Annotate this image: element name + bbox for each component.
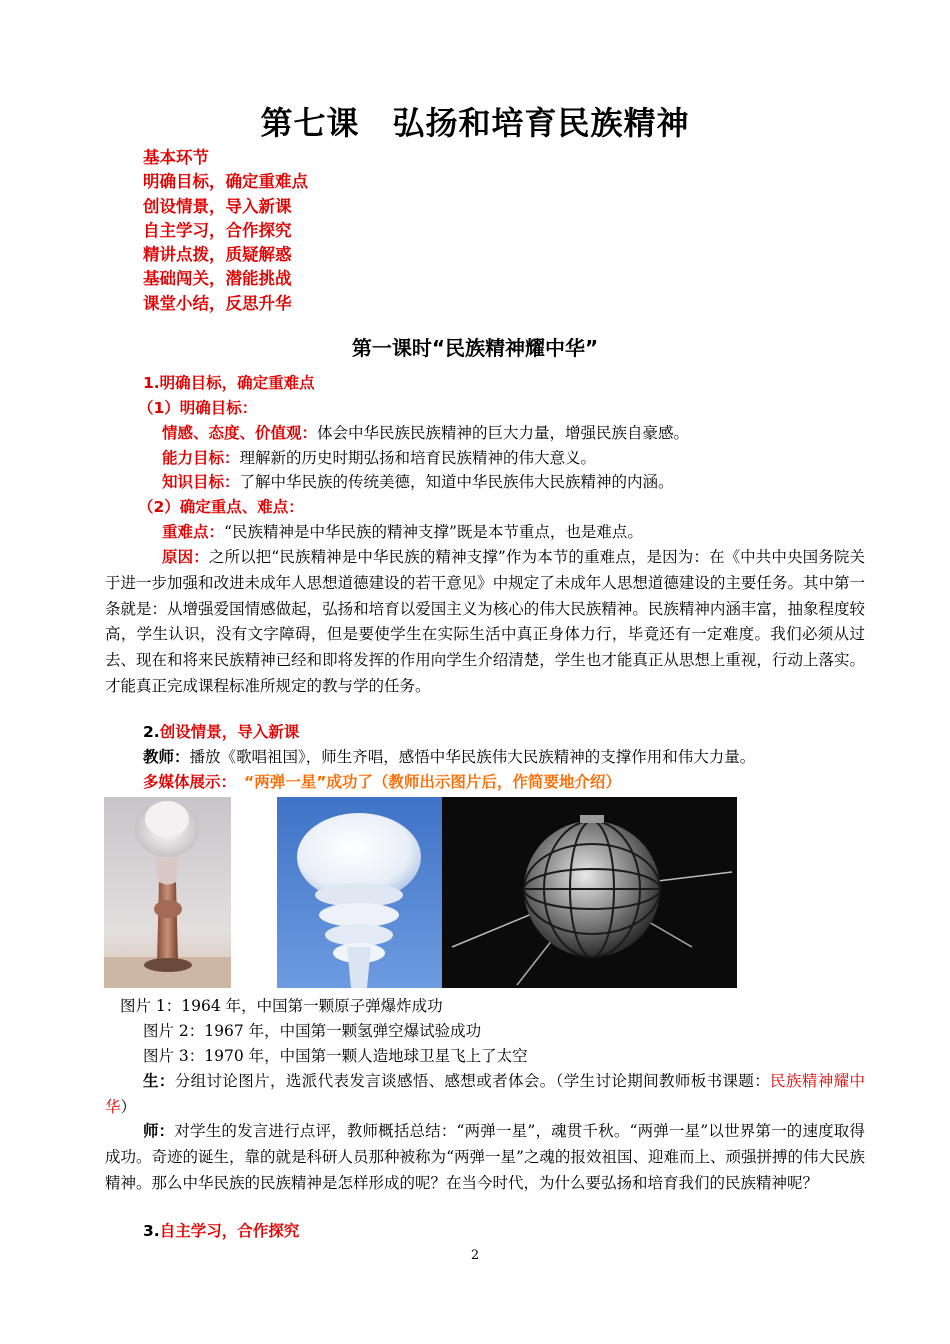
- media-line: [143, 772, 621, 792]
- key-point: [162, 522, 643, 542]
- section-2-heading: [143, 722, 299, 742]
- satellite-image: [442, 797, 737, 988]
- section-2-title: 创设情景，导入新课: [159, 723, 300, 741]
- knowledge-goal-text: 了解中华民族的传统美德，知道中华民族伟大民族精神的内涵。: [239, 473, 674, 491]
- section-3-heading: [143, 1221, 299, 1241]
- outline-item: 基本环节: [143, 148, 209, 167]
- teacher-intro-text: 播放《歌唱祖国》，师生齐唱，感悟中华民族伟大民族精神的支撑作用和伟大力量。: [189, 748, 756, 766]
- key-points-subheading: （2）确定重点、难点：: [138, 498, 304, 516]
- teacher-summary-label: 师：: [143, 1122, 175, 1140]
- hydrogen-bomb-image: [277, 797, 442, 988]
- media-text: “两弹一星”成功了（教师出示图片后，作简要地介绍）: [244, 773, 621, 791]
- outline-item: 自主学习，合作探究: [143, 220, 292, 240]
- outline-item: 明确目标，确定重难点: [143, 172, 308, 192]
- emotion-goal-text: 体会中华民族民族精神的巨大力量，增强民族自豪感。: [317, 424, 690, 442]
- student-paragraph: [105, 1069, 865, 1121]
- ability-goal: [162, 448, 596, 468]
- reason-label: 原因：: [162, 548, 209, 566]
- atomic-bomb-image: [104, 797, 231, 988]
- caption-3: 图片 3：1970 年，中国第一颗人造地球卫星飞上了太空: [143, 1047, 528, 1065]
- ability-goal-text: 理解新的历史时期弘扬和培育民族精神的伟大意义。: [239, 449, 597, 467]
- lesson-outline: [143, 146, 308, 316]
- lesson-subtitle: 第一课时“民族精神耀中华”: [351, 336, 599, 360]
- goals-subheading: （1）明确目标：: [138, 399, 258, 417]
- section-1-heading: 1.明确目标，确定重难点: [143, 374, 315, 392]
- section-3-title: 自主学习，合作探究: [159, 1222, 300, 1240]
- teacher-intro: [143, 747, 755, 767]
- student-close: ）: [120, 1097, 137, 1116]
- page-title: 第七课 弘扬和培育民族精神: [260, 104, 690, 142]
- outline-item: 精讲点拨，质疑解惑: [143, 245, 292, 265]
- key-point-text: “民族精神是中华民族的精神支撑”既是本节重点，也是难点。: [224, 523, 643, 541]
- page-number: 2: [470, 1248, 480, 1263]
- section-3-number: 3.: [143, 1222, 160, 1240]
- outline-item: 基础闯关，潜能挑战: [143, 269, 292, 289]
- knowledge-goal-label: 知识目标：: [162, 473, 240, 491]
- reason-paragraph: [105, 545, 865, 700]
- atomic-bomb-photo: [104, 797, 231, 988]
- key-point-label: 重难点：: [162, 523, 225, 541]
- student-label: 生：: [143, 1072, 175, 1090]
- teacher-summary-text: 对学生的发言进行点评，教师概括总结：“两弹一星”，魂贯千秋。“两弹一星”以世界第一的速度取得成功。奇迹的诞生，靠的就是科研人员那种被称为“两弹一星”之魂的报效祖国、迎难而上、顽强拼搏的伟大民族精神。那么中华民族的民族精神是怎样形成的呢？在当今时代，为什么要弘扬和培育我们的民族精神呢？: [105, 1122, 865, 1192]
- outline-item: 创设情景，导入新课: [143, 196, 292, 216]
- caption-2: 图片 2：1967 年，中国第一颗氢弹空爆试验成功: [143, 1022, 482, 1040]
- section-2-number: 2.: [143, 723, 160, 741]
- reason-text: 之所以把“民族精神是中华民族的精神支撑”作为本节的重难点，是因为：在《中共中央国务院关于进一步加强和改进未成年人思想道德建设的若干意见》中规定了未成年人思想道德建设的主要任务。其中第一条就是：从增强爱国情感做起，弘扬和培育以爱国主义为核心的伟大民族精神。民族精神内涵丰富，抽象程度较高，学生认识，没有文字障碍，但是要使学生在实际生活中真正身体力行，毕竟还有一定难度。我们必须从过去、现在和将来民族精神已经和即将发挥的作用向学生介绍清楚，学生也才能真正从思想上重视，行动上落实。才能真正完成课程标准所规定的教与学的任务。: [105, 548, 865, 695]
- satellite-photo: [442, 797, 737, 988]
- media-label: 多媒体展示：: [143, 773, 237, 791]
- hydrogen-bomb-photo: [277, 797, 442, 988]
- knowledge-goal: [162, 472, 674, 492]
- caption-1: 图片 1：1964 年，中国第一颗原子弹爆炸成功: [120, 997, 443, 1015]
- outline-item: 课堂小结，反思升华: [143, 293, 292, 313]
- teacher-summary-paragraph: [105, 1119, 865, 1196]
- student-topic: 民族精神耀中华: [105, 1072, 865, 1116]
- teacher-label: 教师：: [143, 748, 190, 766]
- ability-goal-label: 能力目标：: [162, 449, 240, 467]
- emotion-goal-label: 情感、态度、价值观：: [162, 424, 318, 442]
- emotion-goal: [162, 423, 689, 443]
- student-text: 分组讨论图片，选派代表发言谈感悟、感想或者体会。（学生讨论期间教师板书课题：: [174, 1072, 771, 1090]
